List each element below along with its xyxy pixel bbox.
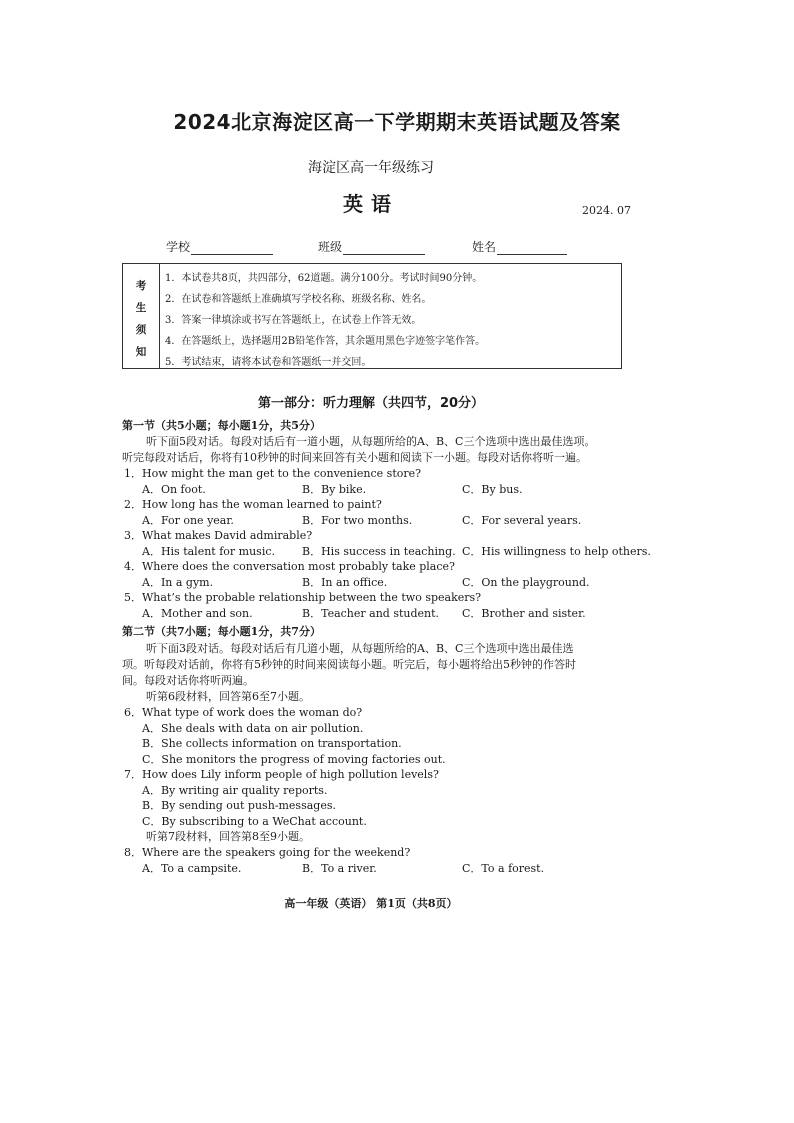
material-note: 听第6段材料，回答第6至7小题。 [146, 690, 310, 703]
option-a: A．For one year. [142, 514, 234, 527]
notice-item: 5．考试结束，请将本试卷和答题纸一并交回。 [165, 357, 372, 368]
question-stem: 5．What’s the probable relationship between the two speakers? [124, 591, 482, 604]
class-field [318, 238, 425, 255]
material-note: 听第7段材料，回答第8至9小题。 [146, 830, 310, 843]
question-stem: 8．Where are the speakers going for the weekend? [124, 846, 411, 859]
option-c: C．She monitors the progress of moving factories out. [142, 753, 446, 766]
school-field [166, 238, 273, 255]
option-a: A．To a campsite. [142, 862, 242, 875]
section2-title: 第二节（共7小题；每小题1分，共7分） [122, 625, 321, 638]
option-c: C．Brother and sister. [462, 607, 586, 620]
subtitle: 海淀区高一年级练习 [308, 160, 434, 176]
question-stem: 4．Where does the conversation most probably take place? [124, 560, 455, 573]
section1-title: 第一节（共5小题；每小题1分，共5分） [122, 419, 321, 432]
option-b: B．To a river. [302, 862, 377, 875]
school-label: 学校 [166, 240, 191, 254]
question-stem: 3．What makes David admirable? [124, 529, 313, 542]
exam-notice-box [122, 263, 622, 369]
part1-title: 第一部分：听力理解（共四节，20分） [257, 396, 485, 411]
option-c: C．On the playground. [462, 576, 590, 589]
subject-title: 英语 [343, 192, 399, 216]
section2-instruction: 间。每段对话你将听两遍。 [122, 674, 254, 687]
class-blank [343, 243, 425, 255]
option-b: B．By bike. [302, 483, 367, 496]
notice-heading-char: 生 [135, 302, 147, 314]
notice-heading-char: 考 [135, 280, 147, 292]
option-b: B．In an office. [302, 576, 388, 589]
option-b: B．His success in teaching. [302, 545, 456, 558]
page-footer: 高一年级（英语） 第1页（共8页） [284, 897, 458, 910]
option-b: B．Teacher and student. [302, 607, 440, 620]
main-title: 2024北京海淀区高一下学期期末英语试题及答案 [173, 110, 621, 134]
notice-heading [123, 264, 160, 368]
option-a: A．His talent for music. [142, 545, 275, 558]
option-c: C．For several years. [462, 514, 582, 527]
option-b: B．She collects information on transportation. [142, 737, 402, 750]
notice-item: 4．在答题纸上，选择题用2B铅笔作答，其余题用黑色字迹签字笔作答。 [165, 336, 486, 347]
option-a: A．She deals with data on air pollution. [142, 722, 364, 735]
option-a: A．In a gym. [142, 576, 214, 589]
option-c: C．To a forest. [462, 862, 545, 875]
notice-item: 1．本试卷共8页，共四部分，62道题。满分100分。考试时间90分钟。 [165, 273, 483, 284]
notice-heading-char: 知 [135, 346, 147, 358]
option-b: B．For two months. [302, 514, 413, 527]
question-stem: 2．How long has the woman learned to paint? [124, 498, 382, 511]
option-a: A．By writing air quality reports. [142, 784, 328, 797]
section1-instruction: 听下面5段对话。每段对话后有一道小题，从每题所给的A、B、C三个选项中选出最佳选项。 [146, 435, 596, 448]
name-blank [497, 243, 567, 255]
notice-heading-char: 须 [135, 324, 147, 336]
option-b: B．By sending out push-messages. [142, 799, 336, 812]
name-field [472, 238, 567, 255]
school-blank [191, 243, 273, 255]
notice-item: 2．在试卷和答题纸上准确填写学校名称、班级名称、姓名。 [165, 294, 432, 305]
option-c: C．By subscribing to a WeChat account. [142, 815, 367, 828]
notice-item: 3．答案一律填涂或书写在答题纸上，在试卷上作答无效。 [165, 315, 422, 326]
option-a: A．On foot. [142, 483, 206, 496]
exam-date: 2024. 07 [582, 204, 631, 217]
option-c: C．By bus. [462, 483, 523, 496]
option-c: C．His willingness to help others. [462, 545, 651, 558]
option-a: A．Mother and son. [142, 607, 253, 620]
section1-instruction: 听完每段对话后，你将有10秒钟的时间来回答有关小题和阅读下一小题。每段对话你将听一遍。 [122, 451, 587, 464]
section2-instruction: 听下面3段对话。每段对话后有几道小题，从每题所给的A、B、C三个选项中选出最佳选 [146, 642, 574, 655]
question-stem: 6．What type of work does the woman do? [124, 706, 363, 719]
name-label: 姓名 [472, 240, 497, 254]
question-stem: 1．How might the man get to the convenience store? [124, 467, 422, 480]
class-label: 班级 [318, 240, 343, 254]
question-stem: 7．How does Lily inform people of high pollution levels? [124, 768, 439, 781]
section2-instruction: 项。听每段对话前，你将有5秒钟的时间来阅读每小题。听完后，每小题将给出5秒钟的作答时 [122, 658, 576, 671]
